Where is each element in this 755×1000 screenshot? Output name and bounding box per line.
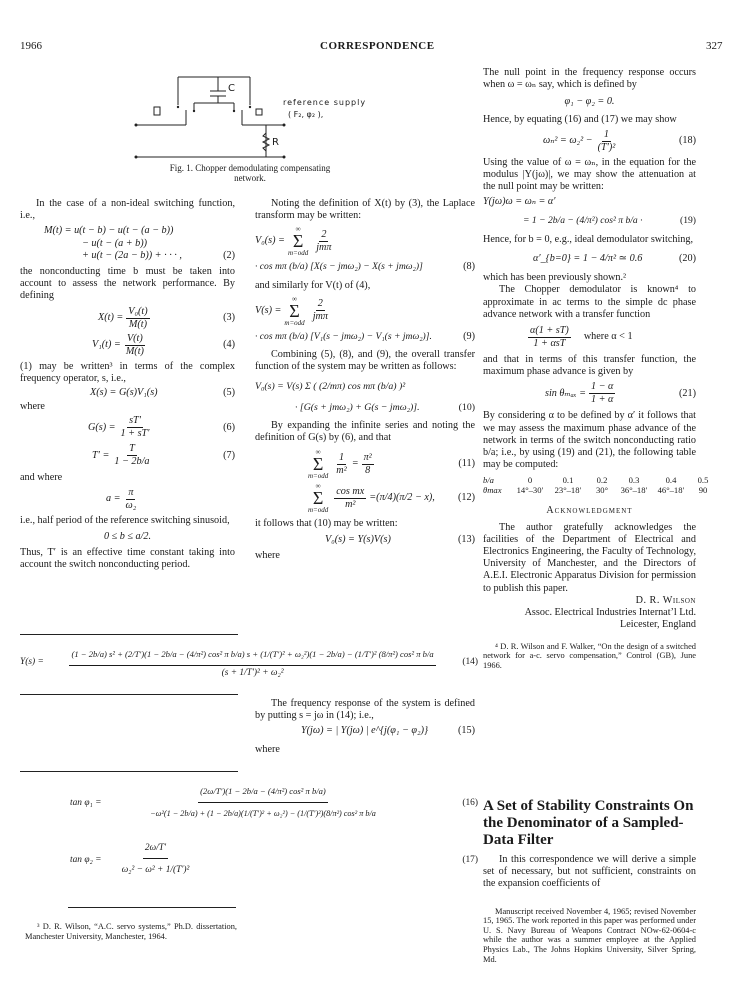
equation-number: (9)	[463, 330, 475, 342]
article-title: A Set of Stability Constraints On the Denominator of a Sampled-Data Filter	[483, 798, 694, 848]
divider	[20, 694, 238, 695]
denominator: ω₂	[125, 499, 137, 511]
equation-body: · [G(s + jmω₂) + G(s − jmω₂)].	[295, 401, 420, 413]
table-cell: 36°–18′	[620, 484, 648, 495]
equation-10	[255, 381, 475, 393]
sum-lower: m=odd	[284, 318, 305, 327]
equation-line: M(t) = u(t − b) − u(t − (a − b))	[44, 225, 174, 237]
equation-body: α′_{b=0} = 1 − 4/π² ≃ 0.6	[533, 253, 643, 265]
table-cell: 0.5	[697, 475, 709, 486]
paragraph: i.e., half period of the reference switching sinusoid,	[20, 514, 230, 526]
equation-6	[88, 415, 235, 440]
numerator: (2ω/T′)(1 − 2b/a − (4/π²) cos² π b/a)	[198, 780, 328, 803]
denominator: (s + 1/T′)² + ω₂²	[221, 668, 284, 678]
section-title: CORRESPONDENCE	[320, 40, 435, 52]
left-column	[20, 198, 235, 571]
equation-number: (20)	[679, 253, 696, 265]
equation-lhs: V₁(t) =	[92, 339, 121, 351]
equation-number: (19)	[680, 214, 696, 226]
sum-lower: m=odd	[308, 472, 329, 481]
equation-number: (18)	[679, 135, 696, 147]
table-cell: 0	[527, 475, 533, 486]
equation-rhs: (π/4)(π/2 − x),	[376, 492, 435, 504]
new-article	[483, 798, 696, 964]
table-row-label: θmax	[483, 484, 502, 495]
acknowledgment-text: The author gratefully acknowledges the facilities of the Department of Electrical and Electronics Engineering, the Faculty of Technology, University of Manchester, and the Directors of A.E.I. Electronic Apparatus Division for permission to publish this paper.	[483, 521, 696, 594]
equation-number: (4)	[223, 339, 235, 351]
figure-caption	[130, 163, 370, 183]
equation-9: V(s) = ∞ Σ m=odd $\frac{2}{\text{jmπ}}$	[255, 294, 328, 327]
equation-lhs: tan φ₁ =	[70, 797, 102, 808]
equation-null: φ₁ − φ₂ = 0.	[564, 96, 615, 108]
equation-15	[301, 725, 475, 737]
equation-7	[92, 443, 235, 468]
equation-lhs: a =	[106, 493, 121, 505]
equation-number: (6)	[223, 421, 235, 433]
table-cell: 46°–18′	[657, 484, 685, 495]
denominator: ω₂² − ω² + 1/(T′)²	[121, 865, 190, 875]
paragraph: and similarly for V(t) of (4),	[255, 279, 371, 291]
paragraph: The frequency response of the system is defined by putting s = jω in (14); i.e.,	[255, 698, 475, 722]
sum-upper: ∞	[315, 482, 321, 491]
equation-body: = 1 − 2b/a − (4/π²) cos² π b/a ·	[523, 214, 643, 226]
numerator: sT′	[129, 415, 141, 427]
sum-upper: ∞	[315, 448, 321, 457]
equation-lhs: tan φ₂ =	[70, 854, 102, 865]
paragraph: By expanding the infinite series and noting the definition of G(s) by (6), and that	[255, 419, 475, 444]
denominator: M(t)	[125, 345, 144, 357]
paragraph: where	[20, 401, 45, 413]
paragraph: and where	[20, 472, 63, 484]
numerator: α(1 + sT)	[530, 325, 569, 337]
equation-body: · cos mπ (b/a) [X(s − jmω₂) − X(s + jmω₂)]	[255, 261, 423, 273]
equation-18	[543, 129, 696, 154]
author-name: D. R. Wilson	[635, 594, 696, 606]
sum-lower: m=odd	[308, 506, 329, 515]
equation-number: (8)	[463, 261, 475, 273]
equation-14	[20, 643, 478, 680]
footnote-3: ³ D. R. Wilson, “A.C. servo systems,” Ph.D. dissertation, Manchester University, Manchester, 1964.	[25, 922, 237, 941]
circuit-diagram-icon	[130, 65, 370, 165]
equation-number: (21)	[679, 387, 696, 399]
equation-number: (5)	[223, 387, 235, 399]
numerator: cos mx	[336, 485, 365, 497]
article-intro: In this correspondence we will derive a simple set of necessary, but not sufficient, constraints on the expansion coefficients of	[483, 854, 696, 890]
denominator: (T′)²	[597, 141, 616, 153]
table-cell: 0.2	[596, 475, 608, 486]
paragraph: In the case of a non-ideal switching function, i.e.,	[20, 198, 235, 222]
denominator: −ω²(1 − 2b/a) + (1 − 2b/a)(1/(T′)² + ω₂²) − (1/(T′)²)(8/π²) cos² π b/a	[150, 809, 376, 818]
table-cell: 0.1	[562, 475, 574, 486]
equation-3	[98, 306, 235, 331]
equation-12: ∞ Σ m=odd $\frac{\text{cos mx}}{\text{m²}}$ = (π/4)(π/2 − x), (12)	[308, 482, 475, 515]
equation-2	[44, 225, 235, 262]
equation-number: (13)	[458, 534, 475, 546]
equation-16	[70, 780, 478, 825]
right-column	[483, 67, 709, 670]
numerator: 2ω/T′	[143, 838, 168, 859]
equation-5	[90, 387, 235, 399]
table-cell: 90	[698, 484, 708, 495]
table-cell: 0.3	[628, 475, 640, 486]
equation-number: (3)	[223, 312, 235, 324]
journal-year: 1966	[20, 40, 42, 52]
equation-number: (11)	[458, 458, 475, 470]
denominator: jmπ	[312, 311, 328, 323]
denominator: M(t)	[128, 318, 148, 330]
reference-params-label: ( F₂, φ₂ ),	[288, 110, 324, 119]
sum-lower: m=odd	[287, 249, 309, 258]
table-cell: 23°–18′	[554, 484, 582, 495]
equation-21	[545, 381, 696, 406]
paragraph: it follows that (10) may be written:	[255, 518, 398, 530]
author-location: Leicester, England	[620, 619, 696, 631]
equation-body: V₀(s) = V(s) Σ ( (2/mπ) cos mπ (b/a) )²	[255, 381, 406, 393]
equation-8-line2	[255, 261, 475, 273]
paragraph: where	[255, 549, 280, 561]
numerator: (1 − 2b/a) s² + (2/T′)(1 − 2b/a − (4/π²) cos² π b/a) s + (1/(T′)² + ω₂²)(1 − 2b/a) − (1/T′)² (8/π²) cos² π b/a	[69, 643, 435, 666]
divider	[20, 634, 238, 635]
equation-19	[523, 215, 696, 227]
paragraph: The null point in the frequency response occurs when ω = ωₙ say, which is defined by	[483, 67, 696, 91]
numerator: V₀(t)	[128, 305, 148, 317]
middle-column-continued	[255, 698, 475, 756]
equation-lhs: X(t) =	[98, 312, 124, 324]
paragraph: Thus, T′ is an effective time constant taking into account the switch nonconducting period.	[20, 547, 235, 571]
equation-lhs: V₀(s) =	[255, 235, 285, 247]
denominator: 8	[365, 464, 371, 476]
table-cell: 0.4	[665, 475, 677, 486]
equation-11: ∞ Σ m=odd $\frac{1}{\text{m²}}$ = $\frac{\text{π²}}{8}$ (11)	[308, 448, 475, 481]
equation-number: (15)	[458, 725, 475, 737]
equation-body: Y(jω) = | Y(jω) | e^{j(φ₁ − φ₂)}	[301, 725, 429, 737]
page-number: 327	[706, 40, 723, 52]
reference-supply-label: reference supply	[283, 98, 367, 107]
denominator: 1 + sT′	[120, 428, 150, 440]
equation-number: (10)	[458, 401, 475, 413]
equation-lhs: T′ =	[92, 449, 110, 461]
table-cell: 30°	[595, 484, 609, 495]
equation-number: (2)	[223, 249, 235, 261]
equation-body: X(s) = G(s)V₁(s)	[90, 387, 158, 399]
equation-lhs: V(s) =	[255, 304, 282, 316]
caption-line: Fig. 1. Chopper demodulating compensating	[169, 163, 331, 173]
numerator: 2	[317, 298, 323, 310]
numerator: V(t)	[126, 332, 143, 344]
acknowledgment-heading: Acknowledgment	[546, 505, 633, 517]
paragraph: which has been previously shown.²	[483, 272, 627, 284]
equation-20	[533, 253, 696, 265]
author-affiliation: Assoc. Electrical Industries Internat’l Ltd.	[524, 607, 696, 619]
equation-number: (16)	[462, 797, 478, 808]
divider	[68, 907, 236, 908]
paragraph: and that in terms of this transfer function, the maximum phase advance is given by	[483, 354, 696, 378]
paragraph: Noting the definition of X(t) by (3), the Laplace transform may be written:	[255, 198, 475, 222]
equation-9-line2	[255, 331, 475, 343]
equation-13	[325, 534, 475, 546]
caption-line: network.	[234, 173, 266, 183]
numerator: T	[129, 443, 135, 455]
equation-lhs: G(s) =	[88, 421, 116, 433]
divider	[20, 771, 238, 772]
phase-advance-table	[483, 475, 709, 495]
sum-upper: ∞	[295, 225, 301, 234]
condition: where α < 1	[583, 331, 633, 343]
equation-19-line1: Y(jω)ω = ωₙ = α′	[483, 196, 556, 208]
equation-a	[106, 487, 235, 512]
numerator: 2	[321, 228, 327, 240]
equation-body: · cos mπ (b/a) [V₁(s − jmω₂) − V₁(s + jmω₂)].	[255, 330, 432, 342]
middle-column	[255, 198, 475, 562]
equation-lhs: ωₙ² = ω₂² −	[543, 135, 593, 147]
paragraph: The Chopper demodulator is known⁴ to approximate in ac terms to the simple dc phase advance network with a transfer function	[483, 284, 696, 320]
denominator: 1 + α	[590, 394, 614, 406]
equation-number: (7)	[223, 449, 235, 461]
denominator: 1 + αsT	[533, 338, 566, 350]
equation-number: (17)	[462, 854, 478, 865]
sum-upper: ∞	[292, 294, 298, 303]
numerator: 1	[603, 128, 609, 140]
equation-4	[92, 333, 235, 358]
numerator: π²	[363, 451, 372, 463]
equation-10-line2	[295, 402, 475, 414]
resistor-label: R	[272, 137, 279, 148]
equation-number: (12)	[458, 492, 475, 504]
equation-body: V₀(s) = Y(s)V(s)	[325, 534, 391, 546]
paragraph: Hence, by equating (16) and (17) we may show	[483, 113, 677, 125]
equation-17	[70, 838, 478, 881]
paragraph: the nonconducting time b must be taken into account to assess the network performance. By defining	[20, 266, 235, 302]
equation-lhs: sin θₘₐₓ =	[545, 387, 586, 399]
inequality: 0 ≤ b ≤ a/2.	[103, 530, 152, 542]
numerator: π	[128, 486, 134, 498]
denominator: m²	[336, 464, 347, 476]
numerator: 1 − α	[590, 381, 614, 393]
numerator: 1	[338, 451, 345, 463]
table-row-label: b/a	[483, 475, 494, 486]
denominator: m²	[345, 498, 356, 510]
transfer-function	[525, 325, 696, 350]
paragraph: Using the value of ω = ωₙ, in the equation for the modulus |Y(jω)|, we may show the attenuation at the null point may be written:	[483, 156, 696, 193]
table-cell: 14°–30′	[516, 484, 544, 495]
paragraph: (1) may be written³ in terms of the complex frequency operator, s, i.e.,	[20, 360, 235, 384]
paragraph: Hence, for b = 0, e.g., ideal demodulator switching,	[483, 233, 694, 245]
capacitor-label: C	[228, 83, 235, 94]
paragraph: where	[255, 743, 280, 755]
paragraph: Combining (5), (8), and (9), the overall transfer function of the system may be written as follows:	[255, 349, 475, 373]
paragraph: By considering α to be defined by α′ it follows that we may assess the maximum phase advance of the network in terms of the switch nonconducting ratio b/a; i.e., by using (19) and (21), the following table may be computed:	[483, 410, 696, 471]
equation-8: V₀(s) = ∞ Σ m=odd $\frac{2}{\text{jmπ}}$	[255, 225, 332, 258]
figure-chopper-circuit	[130, 65, 370, 165]
denominator: jmπ	[316, 241, 332, 253]
footnote-4: ⁴ D. R. Wilson and F. Walker, “On the design of a switched network for a-c. servo compensation,” Control (GB), June 1966.	[483, 641, 696, 670]
manuscript-note: Manuscript received November 4, 1965; revised November 15, 1965. The work reported in this paper was performed under U. S. Navy Bureau of Weapons Contract NOw-62-0604-c while the author was a summer employee at the Applied Physics Lab., The Johns Hopkins University, Silver Spring, Md.	[483, 906, 696, 964]
equation-line: − u(t − (a + b))	[82, 237, 148, 249]
equation-number: (14)	[462, 656, 478, 667]
equation-line: + u(t − (2a − b)) + · · · ,	[82, 249, 182, 261]
equation-lhs: Y(s) =	[20, 656, 44, 667]
denominator: 1 − 2b/a	[114, 456, 150, 468]
